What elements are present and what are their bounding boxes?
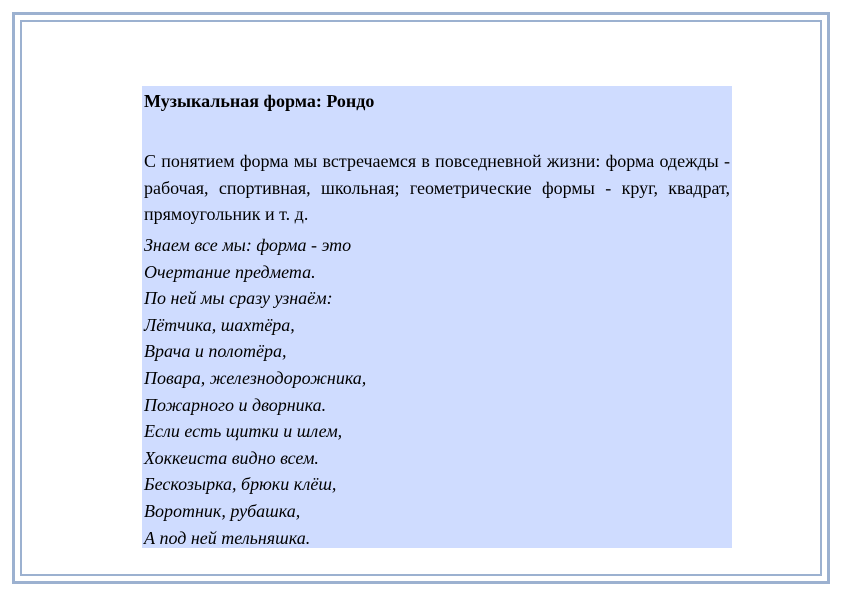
- poem-line: Воротник, рубашка,: [144, 500, 301, 521]
- poem-line: Хоккеиста видно всем.: [144, 447, 319, 468]
- poem-line: Если есть щитки и шлем,: [144, 421, 343, 442]
- poem-line: Пожарного и дворника.: [144, 394, 327, 415]
- poem-line: Повара, железнодорожника,: [144, 367, 367, 388]
- document-title: Музыкальная форма: Рондо: [144, 91, 375, 111]
- poem-line: Врача и полотёра,: [144, 341, 287, 362]
- intro-paragraph: С понятием форма мы встречаемся в повседневной жизни: форма одежды - рабочая, спортивная, школьная; геометрические формы - круг, квадрат, прямоугольник и т. д.: [144, 151, 730, 224]
- poem: [144, 232, 366, 551]
- poem-line: Знаем все мы: форма - это: [144, 235, 352, 255]
- poem-line: Бескозырка, брюки клёш,: [144, 474, 337, 495]
- text-panel: [142, 86, 732, 548]
- poem-line: Лётчика, шахтёра,: [144, 314, 295, 335]
- poem-line: Очертание предмета.: [144, 261, 316, 282]
- poem-line: А под ней тельняшка.: [144, 527, 311, 548]
- poem-line: По ней мы сразу узнаём:: [144, 288, 333, 309]
